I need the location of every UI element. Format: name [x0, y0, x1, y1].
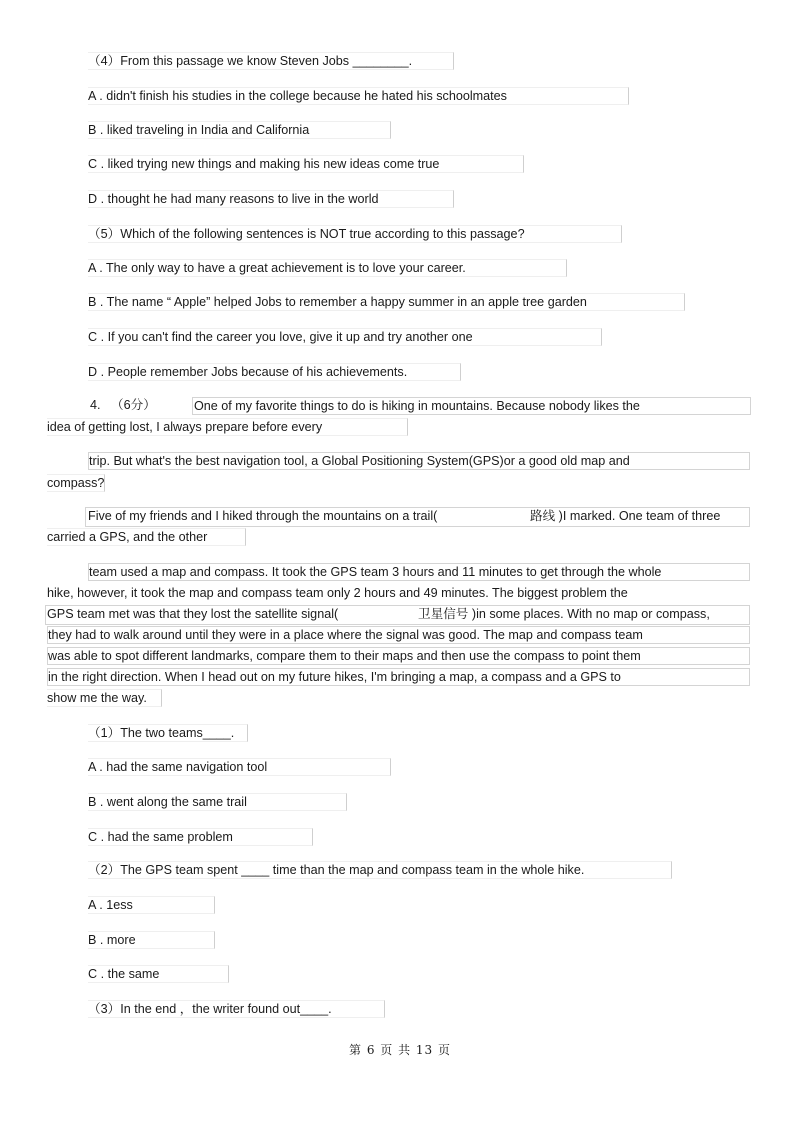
sub-question-2-stem: （2）The GPS team spent ____ time than the map and compass team in the whole hike. — [88, 861, 672, 879]
sub-question-1-option-a[interactable]: A . had the same navigation tool — [88, 758, 391, 776]
question-5-option-a[interactable]: A . The only way to have a great achievement is to love your career. — [88, 259, 567, 277]
passage-line: GPS team met was that they lost the satellite signal( — [47, 607, 339, 621]
text-box-frame — [85, 507, 750, 527]
passage-line: in the right direction. When I head out on my future hikes, I'm bringing a map, a compass and a GPS to — [47, 668, 750, 686]
passage-line: they had to walk around until they were in a place where the signal was good. The map and compass team — [47, 626, 750, 644]
question-4-option-a[interactable]: A . didn't finish his studies in the college because he hated his schoolmates — [88, 87, 629, 105]
question-5-option-d[interactable]: D . People remember Jobs because of his achievements. — [88, 363, 461, 381]
passage-line: One of my favorite things to do is hiking in mountains. Because nobody likes the — [192, 397, 751, 415]
passage-line: team used a map and compass. It took the GPS team 3 hours and 11 minutes to get through the whole — [88, 563, 750, 581]
passage-line: 路线 )I marked. One team of three — [530, 509, 721, 523]
sub-question-2-option-a[interactable]: A . 1ess — [88, 896, 215, 914]
passage-line: trip. But what's the best navigation tool, a Global Positioning System(GPS)or a good old map and — [88, 452, 750, 470]
sub-question-1-option-c[interactable]: C . had the same problem — [88, 828, 313, 846]
passage-line: compass? — [47, 476, 105, 490]
question-5-stem: （5）Which of the following sentences is NOT true according to this passage? — [88, 225, 622, 243]
sub-question-2-option-b[interactable]: B . more — [88, 931, 215, 949]
question-4-option-d[interactable]: D . thought he had many reasons to live in the world — [88, 190, 454, 208]
sub-question-1-option-b[interactable]: B . went along the same trail — [88, 793, 347, 811]
question-4-stem: （4）From this passage we know Steven Jobs ________. — [88, 52, 454, 70]
passage-line: idea of getting lost, I always prepare before every — [47, 418, 408, 436]
passage-line: Five of my friends and I hiked through the mountains on a trail( — [88, 509, 438, 523]
passage-line: show me the way. — [47, 689, 162, 707]
text-box-frame — [45, 605, 750, 625]
question-5-option-c[interactable]: C . If you can't find the career you love, give it up and try another one — [88, 328, 602, 346]
passage-line: hike, however, it took the map and compass team only 2 hours and 49 minutes. The biggest problem the — [47, 586, 628, 600]
passage-line: 卫星信号 )in some places. With no map or compass, — [418, 607, 710, 621]
page-footer: 第 6 页 共 13 页 — [349, 1043, 451, 1057]
question-4-option-c[interactable]: C . liked trying new things and making his new ideas come true — [88, 155, 524, 173]
passage-line: was able to spot different landmarks, compare them to their maps and then use the compass to point them — [47, 647, 750, 665]
passage-line: carried a GPS, and the other — [47, 528, 246, 546]
question-5-option-b[interactable]: B . The name “ Apple” helped Jobs to remember a happy summer in an apple tree garden — [88, 293, 685, 311]
sub-question-2-option-c[interactable]: C . the same — [88, 965, 229, 983]
sub-question-3-stem: （3）In the end ，the writer found out____. — [88, 1000, 385, 1018]
score-label: （6分） — [111, 398, 156, 412]
question-4-option-b[interactable]: B . liked traveling in India and California — [88, 121, 391, 139]
sub-question-1-stem: （1）The two teams____. — [88, 724, 248, 742]
question-number: 4. — [90, 398, 101, 412]
